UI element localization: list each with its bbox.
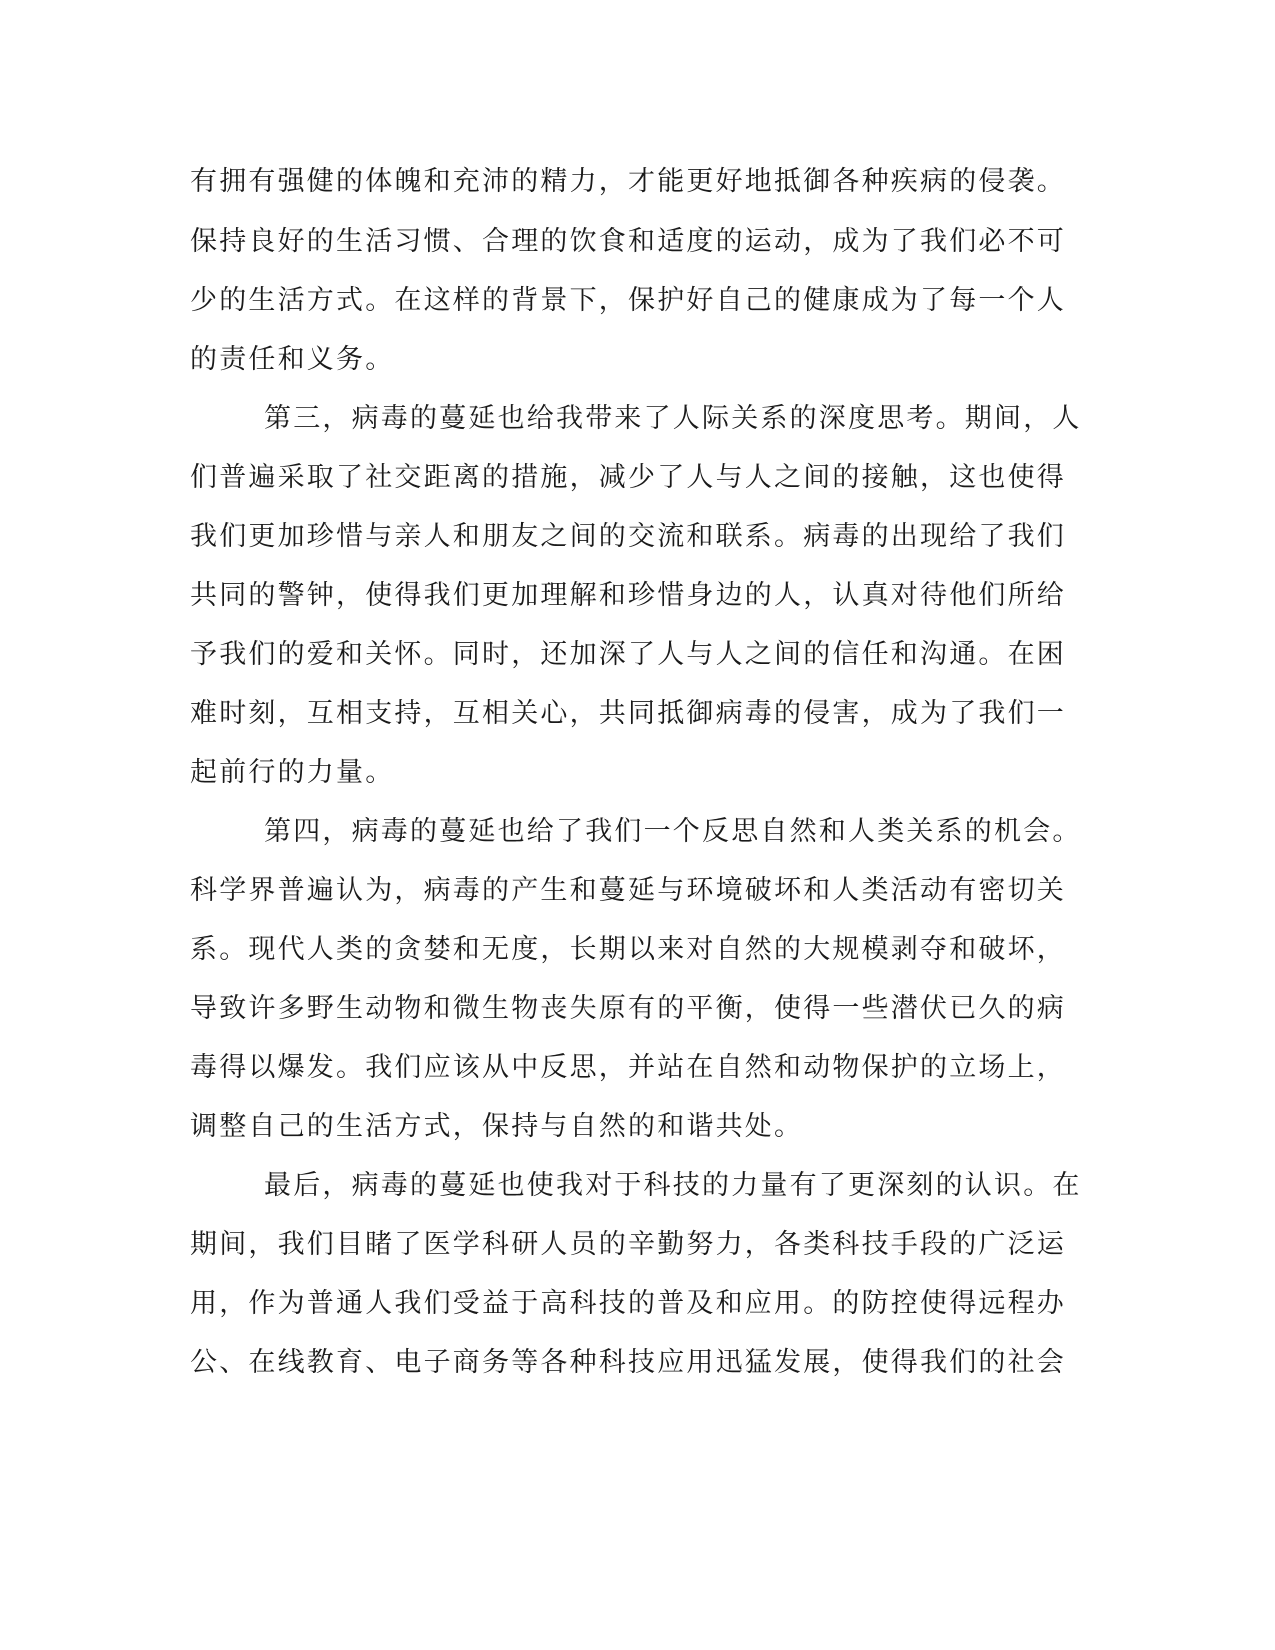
text-line: 毒得以爆发。我们应该从中反思，并站在自然和动物保护的立场上， <box>190 1052 1066 1083</box>
text-line: 第四，病毒的蔓延也给了我们一个反思自然和人类关系的机会。 <box>264 816 1082 847</box>
text-line: 少的生活方式。在这样的背景下，保护好自己的健康成为了每一个人 <box>190 285 1066 316</box>
text-line: 用，作为普通人我们受益于高科技的普及和应用。的防控使得远程办 <box>190 1288 1066 1319</box>
text-line: 起前行的力量。 <box>190 757 395 788</box>
text-line: 期间，我们目睹了医学科研人员的辛勤努力，各类科技手段的广泛运 <box>190 1229 1066 1260</box>
text-line: 们普遍采取了社交距离的措施，减少了人与人之间的接触，这也使得 <box>190 462 1066 493</box>
text-line: 调整自己的生活方式，保持与自然的和谐共处。 <box>190 1111 804 1142</box>
text-line: 有拥有强健的体魄和充沛的精力，才能更好地抵御各种疾病的侵袭。 <box>190 166 1066 197</box>
text-line: 难时刻，互相支持，互相关心，共同抵御病毒的侵害，成为了我们一 <box>190 698 1066 729</box>
text-line: 科学界普遍认为，病毒的产生和蔓延与环境破坏和人类活动有密切关 <box>190 875 1066 906</box>
text-line: 共同的警钟，使得我们更加理解和珍惜身边的人，认真对待他们所给 <box>190 580 1066 611</box>
text-line: 保持良好的生活习惯、合理的饮食和适度的运动，成为了我们必不可 <box>190 226 1066 257</box>
text-line: 最后，病毒的蔓延也使我对于科技的力量有了更深刻的认识。在 <box>264 1170 1082 1201</box>
text-line: 的责任和义务。 <box>190 344 395 375</box>
text-line: 公、在线教育、电子商务等各种科技应用迅猛发展，使得我们的社会 <box>190 1347 1066 1378</box>
text-line: 系。现代人类的贪婪和无度，长期以来对自然的大规模剥夺和破坏， <box>190 934 1066 965</box>
text-line: 予我们的爱和关怀。同时，还加深了人与人之间的信任和沟通。在困 <box>190 639 1066 670</box>
text-line: 导致许多野生动物和微生物丧失原有的平衡，使得一些潜伏已久的病 <box>190 993 1066 1024</box>
text-line: 第三，病毒的蔓延也给我带来了人际关系的深度思考。期间，人 <box>264 403 1082 434</box>
text-line: 我们更加珍惜与亲人和朋友之间的交流和联系。病毒的出现给了我们 <box>190 521 1066 552</box>
